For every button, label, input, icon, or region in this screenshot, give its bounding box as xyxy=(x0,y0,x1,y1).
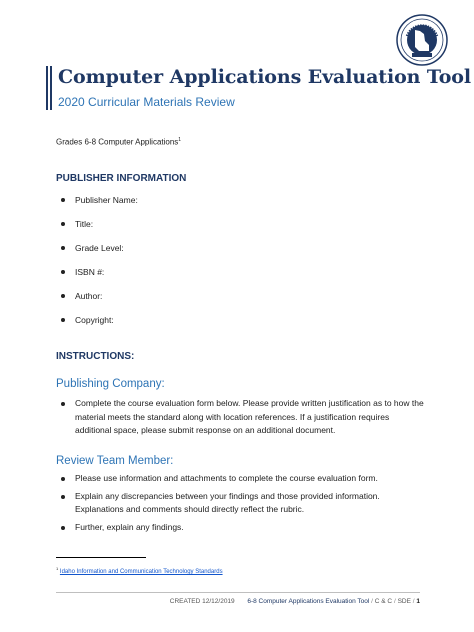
footnote-number: 1 xyxy=(56,566,59,571)
footer-document-title: 6-8 Computer Applications Evaluation Tool xyxy=(247,598,370,605)
publishing-company-heading: Publishing Company: xyxy=(56,378,165,390)
grades-text: Grades 6-8 Computer Applications xyxy=(56,137,179,147)
list-item-title: Title: xyxy=(56,216,138,240)
list-item-author: Author: xyxy=(56,288,138,312)
standards-link[interactable]: Idaho Information and Communication Technology Standards xyxy=(59,569,223,575)
list-item-grade-level: Grade Level: xyxy=(56,240,138,264)
document-title: Computer Applications Evaluation Tool xyxy=(58,66,472,88)
instructions-heading: INSTRUCTIONS: xyxy=(56,351,135,362)
list-item: Further, explain any findings. xyxy=(56,521,426,535)
footer-department: C & C xyxy=(374,598,393,605)
page-footer xyxy=(56,598,420,605)
list-item-copyright: Copyright: xyxy=(56,312,138,336)
review-team-list xyxy=(56,472,426,538)
list-item-isbn: ISBN #: xyxy=(56,264,138,288)
publisher-fields-list xyxy=(56,192,138,336)
footnote-separator xyxy=(56,557,146,558)
title-accent-bar xyxy=(46,66,52,110)
footer-page-number: 1 xyxy=(416,598,420,605)
list-item: Explain any discrepancies between your findings and those provided information. Explanations and comments should directly reflect the rubric. xyxy=(56,490,426,517)
footnote-reference[interactable]: 1 xyxy=(178,137,182,143)
footer-rule xyxy=(56,592,420,593)
footer-separator: / xyxy=(412,598,415,605)
footer-separator: / xyxy=(371,598,373,605)
review-team-heading: Review Team Member: xyxy=(56,455,174,467)
publisher-information-heading: PUBLISHER INFORMATION xyxy=(56,173,187,184)
footer-separator: / xyxy=(393,598,396,605)
list-item: Please use information and attachments to complete the course evaluation form. xyxy=(56,472,426,486)
footnote xyxy=(56,566,223,575)
footer-created-date: CREATED 12/12/2019 xyxy=(169,598,235,605)
list-item-publisher-name: Publisher Name: xyxy=(56,192,138,216)
footer-agency: SDE xyxy=(397,598,411,605)
grades-line xyxy=(56,137,181,147)
idaho-seal-icon xyxy=(396,14,448,66)
list-item: Complete the course evaluation form below. Please provide written justification as to how the material meets the standard along with location references. If a justification requires additional space, please submit response on an additional document. xyxy=(56,397,426,438)
publishing-company-list xyxy=(56,397,426,442)
document-subtitle: 2020 Curricular Materials Review xyxy=(58,95,235,109)
